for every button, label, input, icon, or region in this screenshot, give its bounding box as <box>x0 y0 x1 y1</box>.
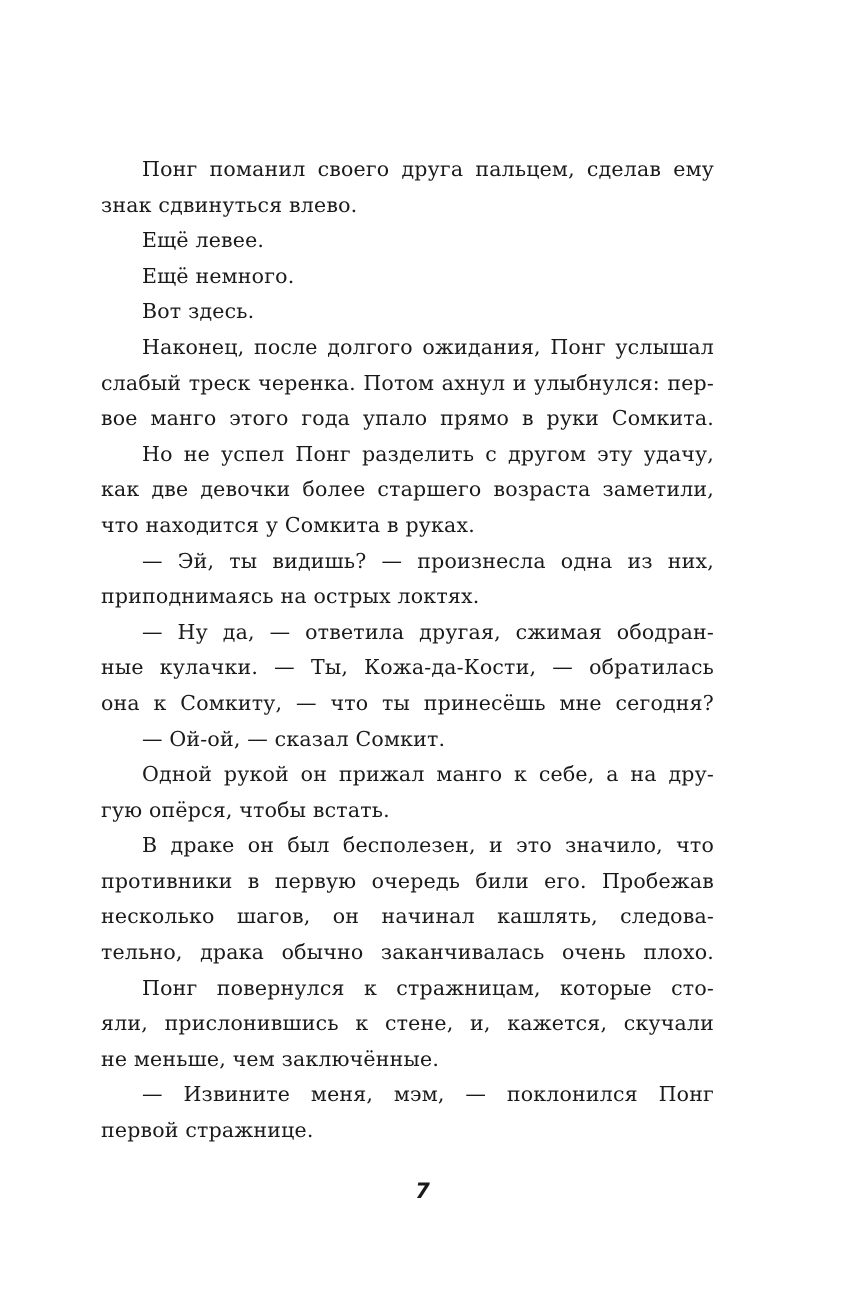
text-line: несколько шагов, он начинал кашлять, следова- <box>101 904 714 929</box>
text-line: яли, прислонившись к стене, и, кажется, скучали <box>101 1011 714 1036</box>
text-line: Одной рукой он прижал манго к себе, а на дру- <box>142 762 714 787</box>
text-line: как две девочки более старшего возраста заметили, <box>101 477 714 502</box>
text-line: тельно, драка обычно заканчивалась очень плохо. <box>101 940 714 965</box>
text-line: слабый треск черенка. Потом ахнул и улыбнулся: пер- <box>101 370 714 395</box>
page-number: 7 <box>415 1179 430 1203</box>
text-line: противники в первую очередь били его. Пробежав <box>101 868 714 893</box>
text-line: Наконец, после долгого ожидания, Понг услышал <box>142 334 714 359</box>
text-line: ные кулачки. — Ты, Кожа-да-Кости, — обратилась <box>101 655 714 680</box>
text-line: Вот здесь. <box>142 299 255 324</box>
text-line: Понг поманил своего друга пальцем, сделав ему <box>142 157 714 181</box>
text-line: Понг повернулся к стражницам, которые сто- <box>142 975 714 1000</box>
text-line: — Ой-ой, — сказал Сомкит. <box>142 726 446 751</box>
body-text <box>101 152 714 1149</box>
text-line: знак сдвинуться влево. <box>101 192 358 217</box>
text-line: Ещё немного. <box>142 263 295 288</box>
text-line: не меньше, чем заключённые. <box>101 1046 440 1071</box>
text-line: Но не успел Понг разделить с другом эту удачу, <box>142 441 714 466</box>
text-line: Ещё левее. <box>142 228 265 253</box>
text-line: первой стражнице. <box>101 1118 314 1143</box>
text-line: она к Сомкиту, — что ты принесёшь мне сегодня? <box>101 690 714 715</box>
text-line: — Ну да, — ответила другая, сжимая ободран- <box>142 619 714 644</box>
text-line: вое манго этого года упало прямо в руки Сомкита. <box>101 406 714 431</box>
text-line: что находится у Сомкита в руках. <box>101 512 475 537</box>
text-line: В драке он был бесполезен, и это значило, что <box>142 833 714 858</box>
text-line: приподнимаясь на острых локтях. <box>101 584 480 609</box>
text-line: — Извините меня, мэм, — поклонился Понг <box>142 1082 714 1107</box>
text-line: — Эй, ты видишь? — произнесла одна из них, <box>142 548 714 573</box>
text-line: гую опёрся, чтобы встать. <box>101 797 390 822</box>
